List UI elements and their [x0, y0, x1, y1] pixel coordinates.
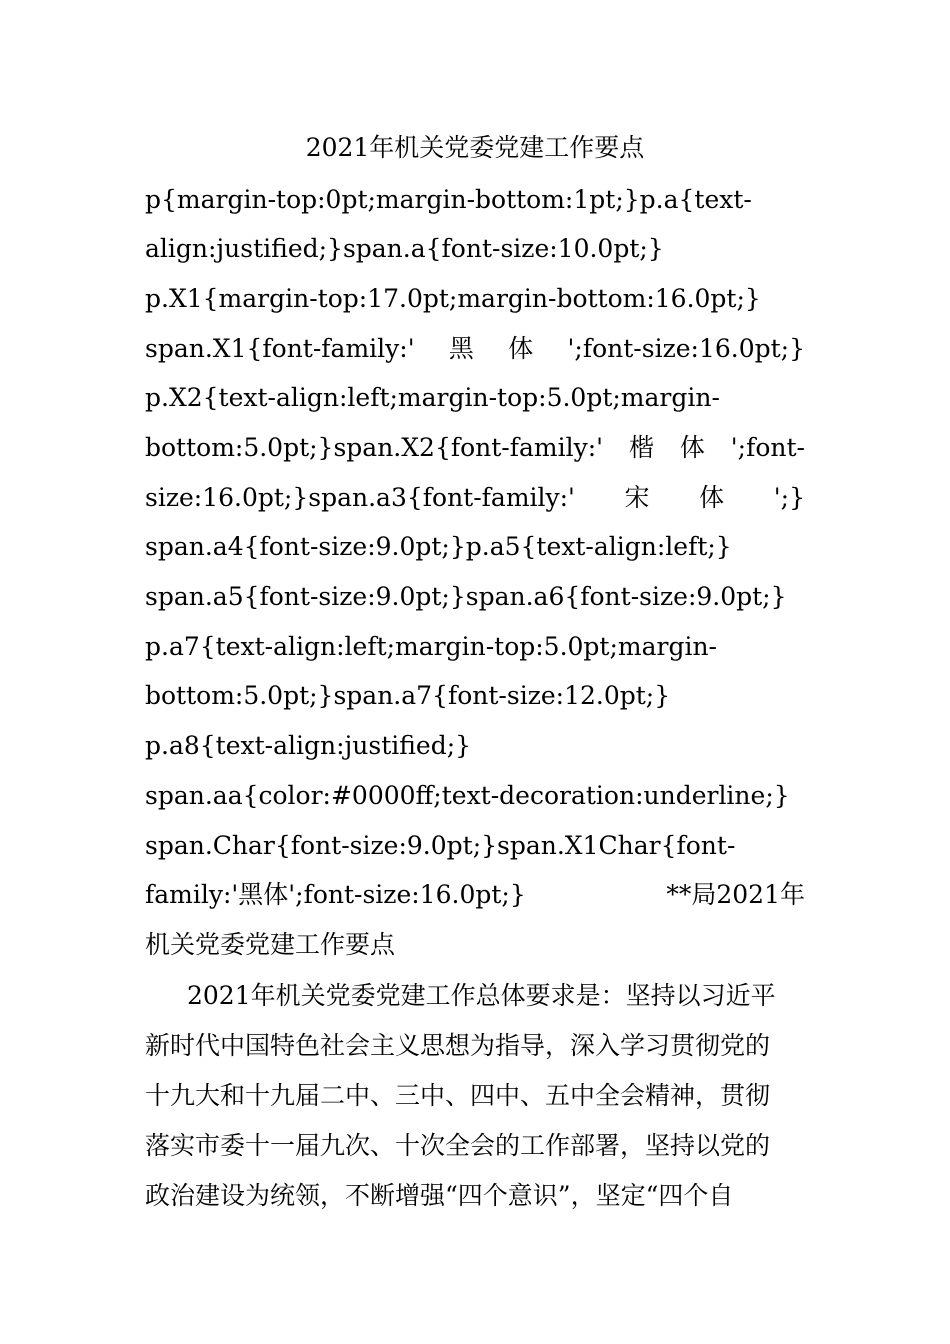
body-paragraph-line: 新时代中国特色社会主义思想为指导，深入学习贯彻党的: [145, 1031, 771, 1060]
text-segment: ';font-: [730, 433, 805, 462]
text-segment: 体: [679, 433, 705, 462]
css-text-line: p.a7{text-align:left;margin-top:5.0pt;margin-: [145, 632, 718, 661]
text-segment: bottom:5.0pt;}span.X2{font-family:': [145, 433, 604, 462]
css-text-line: [145, 428, 805, 468]
css-text-line: span.a5{font-size:9.0pt;}span.a6{font-size:9.0pt;}: [145, 582, 787, 611]
css-text-line: span.aa{color:#0000ff;text-decoration:underline;}: [145, 781, 790, 810]
css-text-line: align:justified;}span.a{font-size:10.0pt;}: [145, 234, 664, 263]
body-paragraph-line: 十九大和十九届二中、三中、四中、五中全会精神，贯彻: [145, 1081, 771, 1110]
body-paragraph-line: 2021年机关党委党建工作总体要求是：坚持以习近平: [187, 981, 776, 1010]
css-text-line: [145, 478, 805, 518]
text-segment: **局2021年: [666, 880, 805, 909]
body-paragraph-line: 政治建设为统领，不断增强“四个意识”，坚定“四个自: [145, 1181, 734, 1210]
css-text-line: [145, 875, 805, 915]
text-segment: 楷: [628, 433, 654, 462]
text-segment: 体: [508, 334, 534, 363]
text-segment: 黑: [448, 334, 474, 363]
css-text-line: p.X1{margin-top:17.0pt;margin-bottom:16.0pt;}: [145, 284, 761, 313]
css-text-line: bottom:5.0pt;}span.a7{font-size:12.0pt;}: [145, 681, 671, 710]
css-text-line: p.X2{text-align:left;margin-top:5.0pt;margin-: [145, 383, 720, 412]
css-text-line: 机关党委党建工作要点: [145, 930, 396, 959]
text-segment: ';}: [773, 483, 805, 512]
text-segment: family:'黑体';font-size:16.0pt;}: [145, 880, 526, 909]
text-segment: span.X1{font-family:': [145, 334, 415, 363]
text-segment: size:16.0pt;}span.a3{font-family:': [145, 483, 575, 512]
text-segment: ';font-size:16.0pt;}: [567, 334, 805, 363]
css-text-line: [145, 329, 805, 369]
css-text-line: span.a4{font-size:9.0pt;}p.a5{text-align:left;}: [145, 532, 732, 561]
document-title: 2021年机关党委党建工作要点: [305, 133, 645, 162]
body-paragraph-line: 落实市委十一届九次、十次全会的工作部署，坚持以党的: [145, 1131, 771, 1160]
css-text-line: p.a8{text-align:justified;}: [145, 731, 472, 760]
text-segment: 体: [699, 483, 725, 512]
css-text-line: p{margin-top:0pt;margin-bottom:1pt;}p.a{text-: [145, 185, 752, 214]
css-text-line: span.Char{font-size:9.0pt;}span.X1Char{font-: [145, 831, 736, 860]
text-segment: 宋: [624, 483, 650, 512]
